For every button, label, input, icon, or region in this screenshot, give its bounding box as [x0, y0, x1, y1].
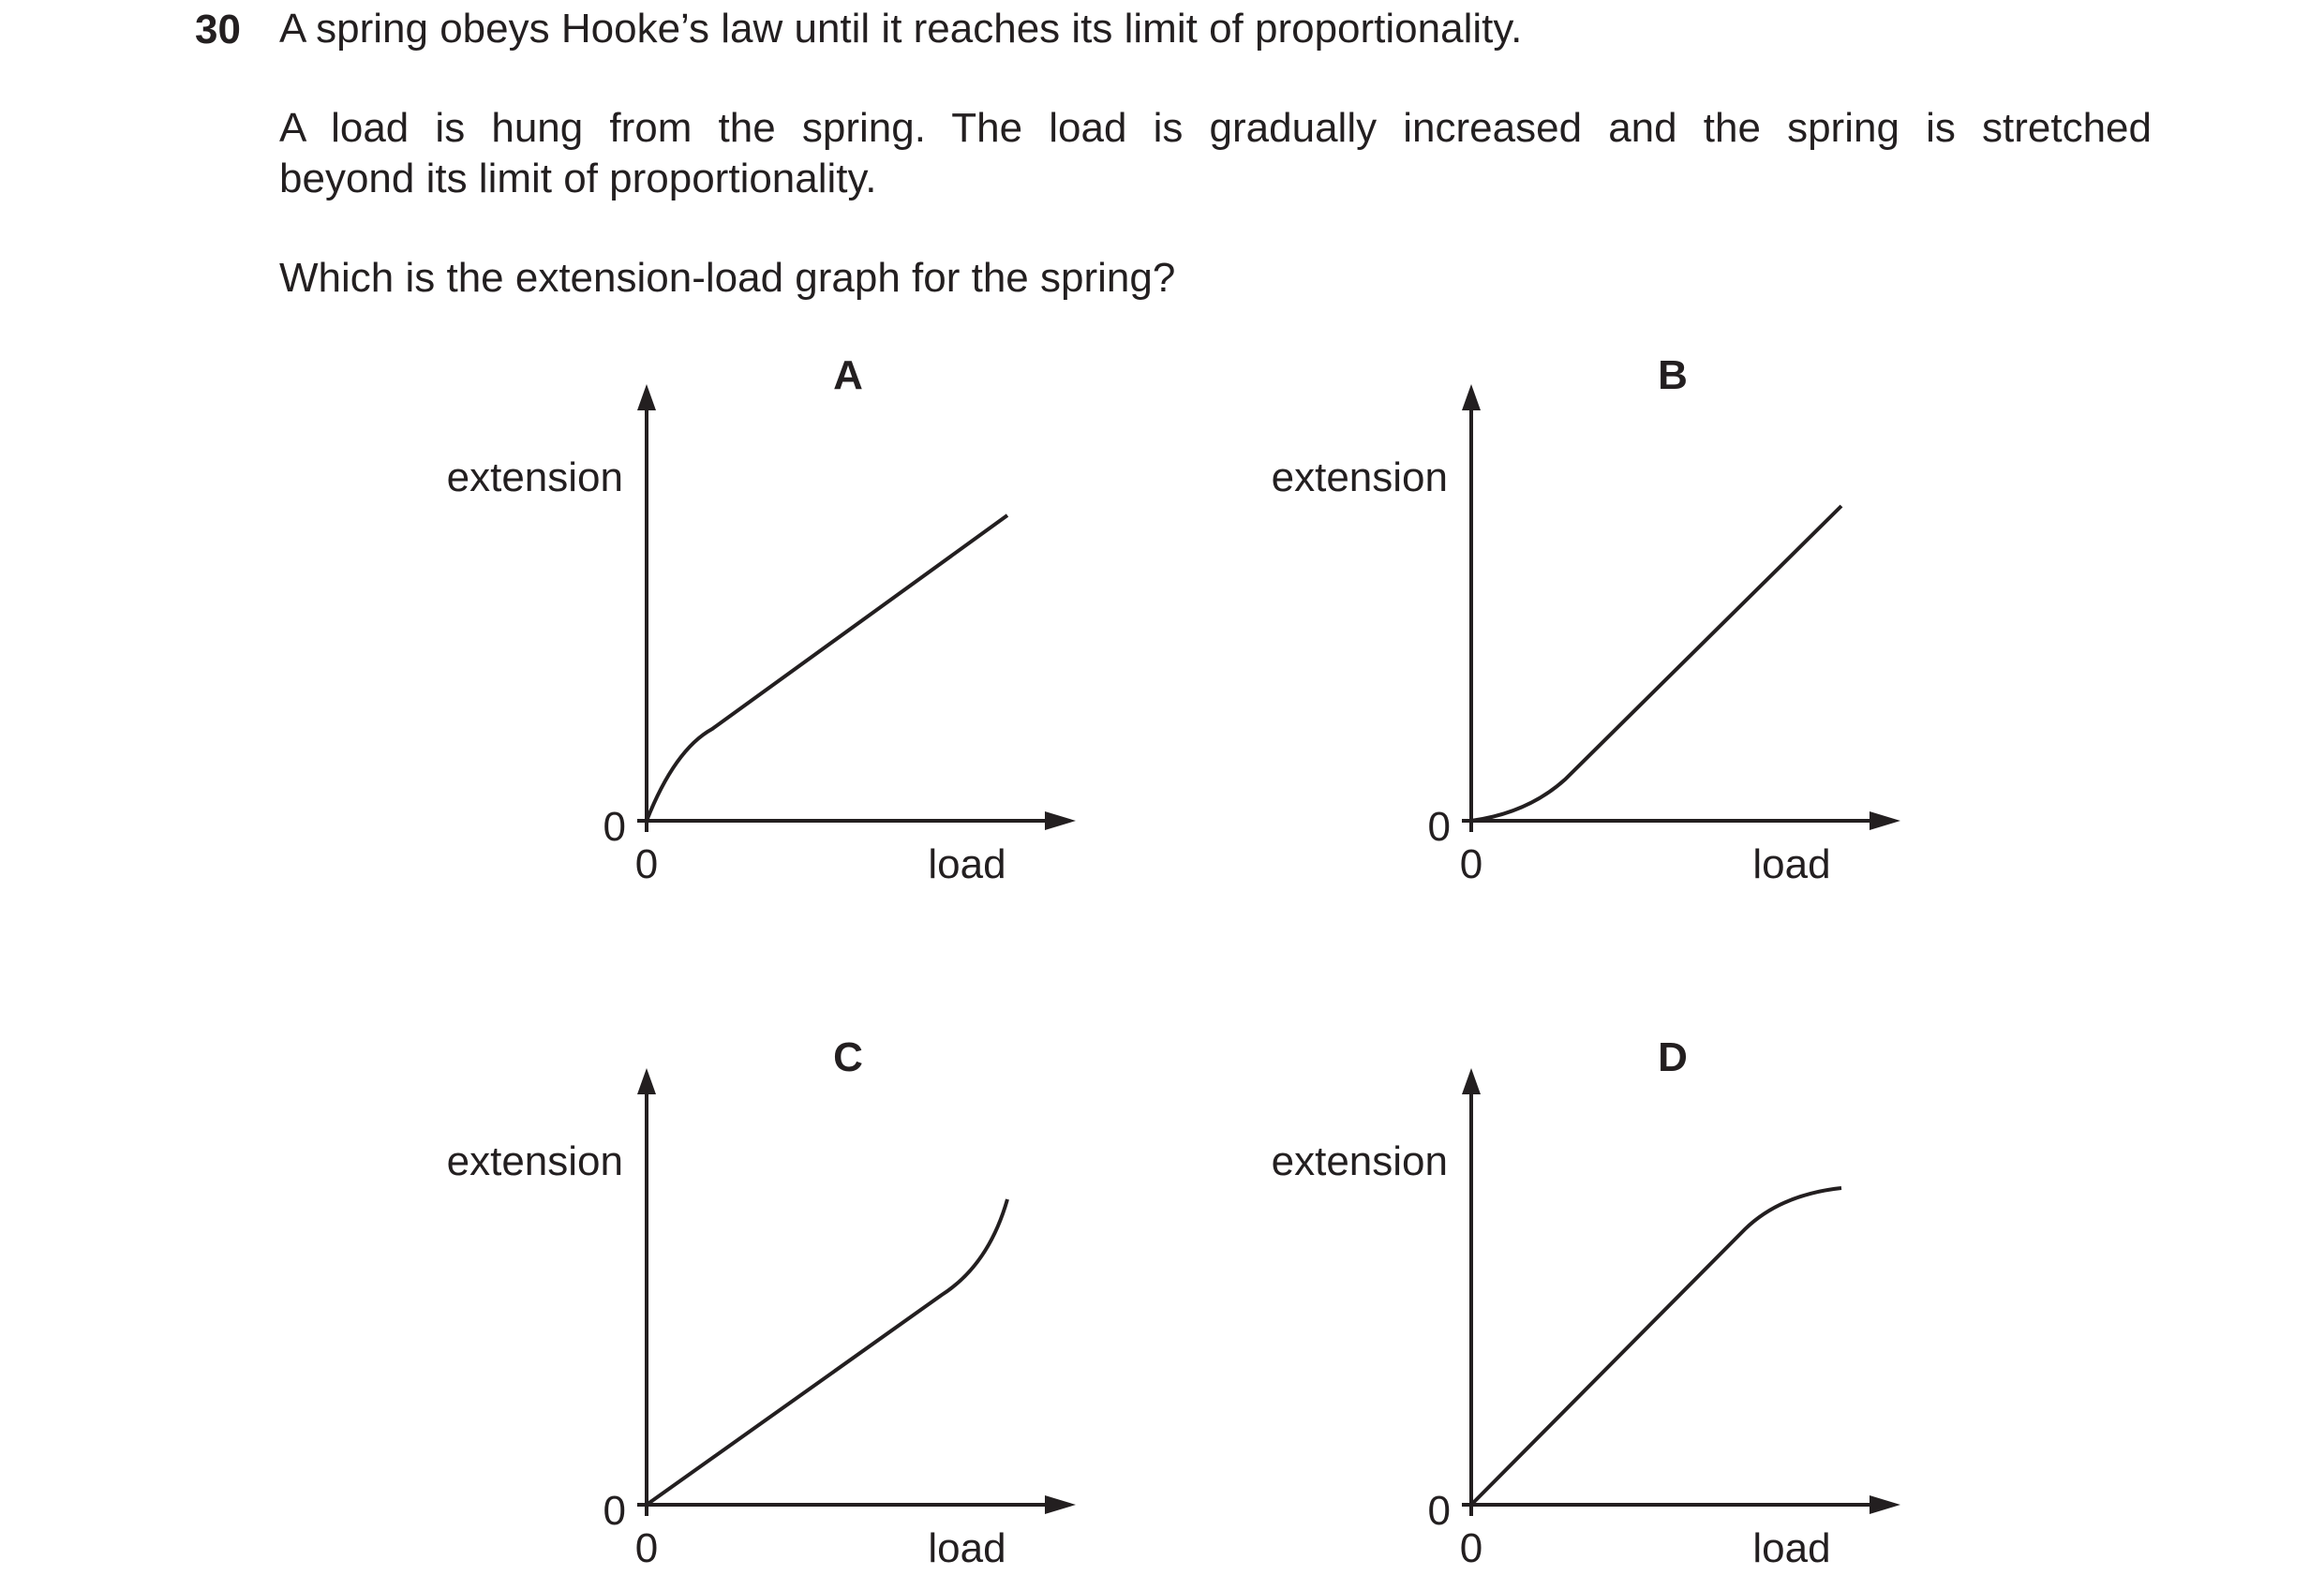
question-number: 30 — [195, 7, 241, 52]
x-axis-arrow-a — [1045, 811, 1076, 830]
curve-c — [647, 1199, 1007, 1505]
y-axis-label-a: extension — [446, 454, 623, 500]
x-axis-label-b: load — [1752, 841, 1831, 887]
x-zero-label-d: 0 — [1459, 1525, 1483, 1571]
y-zero-label-a: 0 — [603, 804, 626, 850]
x-axis-arrow-c — [1045, 1495, 1076, 1514]
x-zero-label-a: 0 — [634, 841, 659, 887]
x-axis-arrow-d — [1870, 1495, 1900, 1514]
graph-option-a[interactable] — [447, 352, 1076, 887]
y-axis-label-c: extension — [446, 1138, 623, 1184]
x-zero-label-c: 0 — [634, 1525, 659, 1571]
x-axis-arrow-b — [1870, 811, 1900, 830]
y-axis-label-b: extension — [1271, 454, 1448, 500]
question-context-line-2: beyond its limit of proportionality. — [279, 156, 877, 201]
curve-b — [1471, 506, 1841, 821]
y-axis-arrow-a — [637, 384, 656, 410]
y-zero-label-c: 0 — [603, 1488, 626, 1534]
curve-d — [1471, 1188, 1841, 1505]
y-zero-label-d: 0 — [1427, 1488, 1451, 1534]
option-label-d: D — [1658, 1034, 1688, 1080]
y-axis-arrow-d — [1462, 1068, 1481, 1094]
graph-option-b[interactable] — [1272, 352, 1900, 887]
curve-a — [647, 515, 1007, 821]
y-zero-label-b: 0 — [1427, 804, 1451, 850]
option-label-a: A — [833, 352, 863, 398]
y-axis-label-d: extension — [1271, 1138, 1448, 1184]
option-label-b: B — [1658, 352, 1688, 398]
question-stem: A spring obeys Hooke’s law until it reaches its limit of proportionality. — [279, 6, 1523, 52]
graph-option-c[interactable] — [447, 1034, 1076, 1571]
x-axis-label-a: load — [928, 841, 1006, 887]
x-axis-label-d: load — [1752, 1525, 1831, 1571]
question-context-line-1: A load is hung from the spring. The load is gradually increased and the spring is stretched — [279, 105, 2152, 151]
question-prompt: Which is the extension-load graph for the spring? — [279, 255, 1176, 301]
x-zero-label-b: 0 — [1459, 841, 1483, 887]
x-axis-label-c: load — [928, 1525, 1006, 1571]
graph-option-d[interactable] — [1272, 1034, 1900, 1571]
y-axis-arrow-c — [637, 1068, 656, 1094]
option-label-c: C — [833, 1034, 863, 1080]
y-axis-arrow-b — [1462, 384, 1481, 410]
